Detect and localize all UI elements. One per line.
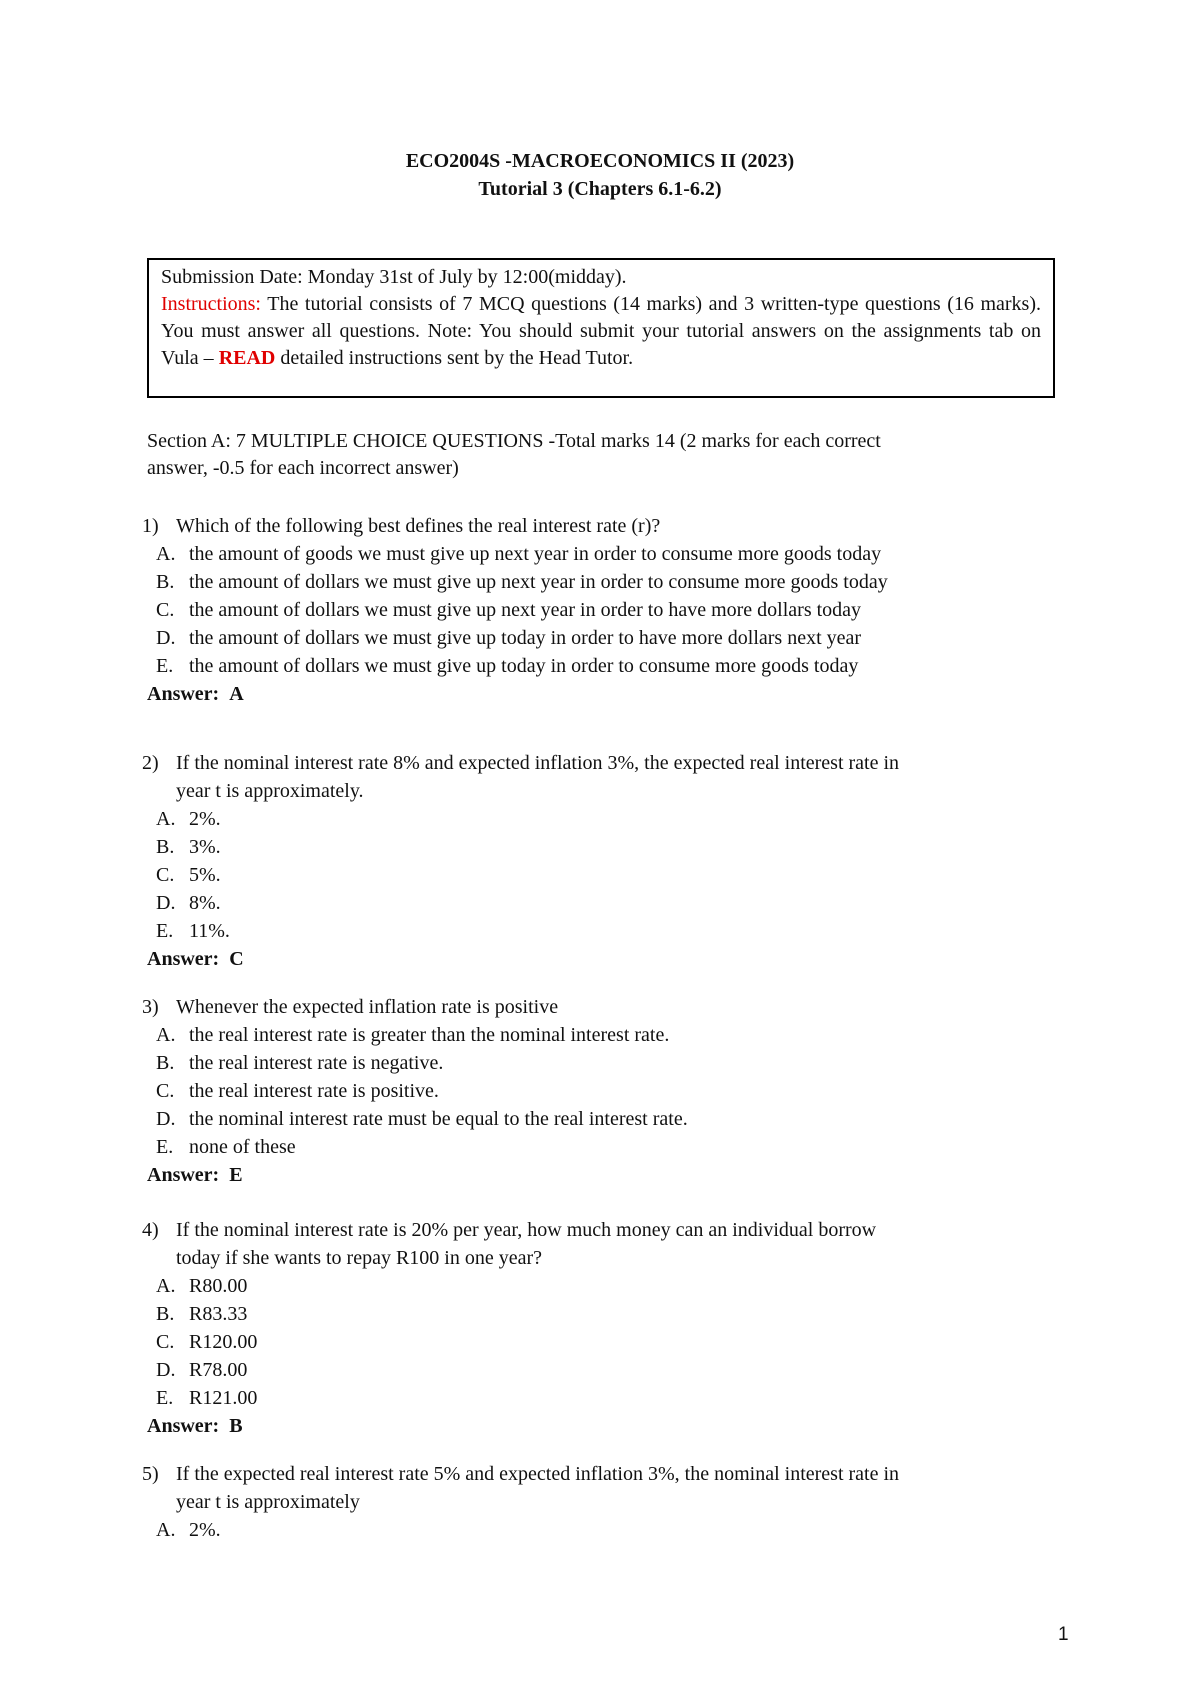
option-text: the amount of dollars we must give up today in order to have more dollars next year — [189, 627, 862, 649]
tutorial-title: Tutorial 3 (Chapters 6.1-6.2) — [478, 178, 722, 200]
option-text: R120.00 — [189, 1331, 258, 1353]
option-text: 2%. — [189, 808, 221, 830]
answer-label: Answer: — [147, 948, 220, 970]
option-text: the amount of dollars we must give up next year in order to have more dollars today — [189, 599, 862, 621]
question-text-continued: year t is approximately — [176, 1491, 360, 1513]
option-letter: B. — [156, 571, 175, 593]
question-number: 3) — [142, 996, 159, 1018]
option-letter: B. — [156, 836, 175, 858]
answer-line — [147, 683, 244, 706]
question-text: Which of the following best defines the real interest rate (r)? — [176, 515, 661, 537]
question-text-continued: today if she wants to repay R100 in one year? — [176, 1247, 543, 1269]
option-text: R78.00 — [189, 1359, 248, 1381]
option-letter: C. — [156, 1080, 175, 1102]
option-text: 8%. — [189, 892, 221, 914]
option-text: the real interest rate is negative. — [189, 1052, 444, 1074]
question-number: 4) — [142, 1219, 159, 1241]
option-letter: D. — [156, 1359, 176, 1381]
option-text: the real interest rate is greater than the nominal interest rate. — [189, 1024, 670, 1046]
read-emphasis: READ — [218, 347, 276, 369]
option-letter: A. — [156, 808, 176, 830]
option-text: R121.00 — [189, 1387, 258, 1409]
question-number: 2) — [142, 752, 159, 774]
course-title: ECO2004S -MACROECONOMICS II (2023) — [405, 150, 795, 172]
option-text: the amount of dollars we must give up next year in order to consume more goods today — [189, 571, 888, 593]
option-letter: E. — [156, 1136, 174, 1158]
option-letter: E. — [156, 655, 174, 677]
instructions-end: detailed instructions sent by the Head Tutor. — [275, 347, 634, 369]
question-text-continued: year t is approximately. — [176, 780, 364, 802]
option-letter: A. — [156, 543, 176, 565]
submission-date: Submission Date: Monday 31st of July by 12:00(midday). — [161, 266, 627, 288]
instructions-text: The tutorial consists of 7 MCQ questions (14 marks) and 3 written-type questions (16 marks). You must answer all questions. Note: You should submit your tutorial answers on the assignments tab on Vula – — [161, 293, 1041, 369]
answer-line — [147, 1164, 243, 1187]
question-text: If the nominal interest rate 8% and expected inflation 3%, the expected real interest rate in — [176, 752, 900, 774]
section-heading-line1: Section A: 7 MULTIPLE CHOICE QUESTIONS -Total marks 14 (2 marks for each correct — [147, 430, 881, 452]
option-letter: E. — [156, 1387, 174, 1409]
answer-label: Answer: — [147, 1415, 220, 1437]
option-text: the amount of dollars we must give up today in order to consume more goods today — [189, 655, 859, 677]
option-text: 11%. — [189, 920, 230, 942]
answer-value: E — [229, 1164, 243, 1186]
answer-line — [147, 1415, 243, 1438]
answer-line — [147, 948, 244, 971]
question-text: If the nominal interest rate is 20% per year, how much money can an individual borrow — [176, 1219, 877, 1241]
option-letter: A. — [156, 1519, 176, 1541]
option-letter: D. — [156, 1108, 176, 1130]
option-text: R83.33 — [189, 1303, 248, 1325]
option-letter: C. — [156, 864, 175, 886]
question-text: If the expected real interest rate 5% and expected inflation 3%, the nominal interest rate in — [176, 1463, 900, 1485]
question-number: 5) — [142, 1463, 159, 1485]
instructions-label: Instructions: — [161, 293, 261, 315]
instructions-paragraph — [161, 291, 1041, 372]
option-text: the real interest rate is positive. — [189, 1080, 439, 1102]
answer-value: C — [229, 948, 244, 970]
option-letter: C. — [156, 1331, 175, 1353]
option-text: R80.00 — [189, 1275, 248, 1297]
question-text: Whenever the expected inflation rate is positive — [176, 996, 559, 1018]
question-number: 1) — [142, 515, 159, 537]
option-text: 5%. — [189, 864, 221, 886]
option-letter: D. — [156, 892, 176, 914]
page-number: 1 — [1058, 1624, 1069, 1645]
answer-label: Answer: — [147, 1164, 220, 1186]
option-text: none of these — [189, 1136, 296, 1158]
instructions-box — [147, 258, 1055, 398]
option-text: 2%. — [189, 1519, 221, 1541]
option-text: the amount of goods we must give up next year in order to consume more goods today — [189, 543, 882, 565]
answer-label: Answer: — [147, 683, 220, 705]
option-letter: E. — [156, 920, 174, 942]
option-text: the nominal interest rate must be equal to the real interest rate. — [189, 1108, 688, 1130]
option-text: 3%. — [189, 836, 221, 858]
option-letter: B. — [156, 1303, 175, 1325]
option-letter: A. — [156, 1275, 176, 1297]
option-letter: B. — [156, 1052, 175, 1074]
option-letter: A. — [156, 1024, 176, 1046]
answer-value: A — [229, 683, 244, 705]
answer-value: B — [229, 1415, 243, 1437]
option-letter: C. — [156, 599, 175, 621]
section-heading-line2: answer, -0.5 for each incorrect answer) — [147, 457, 459, 479]
option-letter: D. — [156, 627, 176, 649]
